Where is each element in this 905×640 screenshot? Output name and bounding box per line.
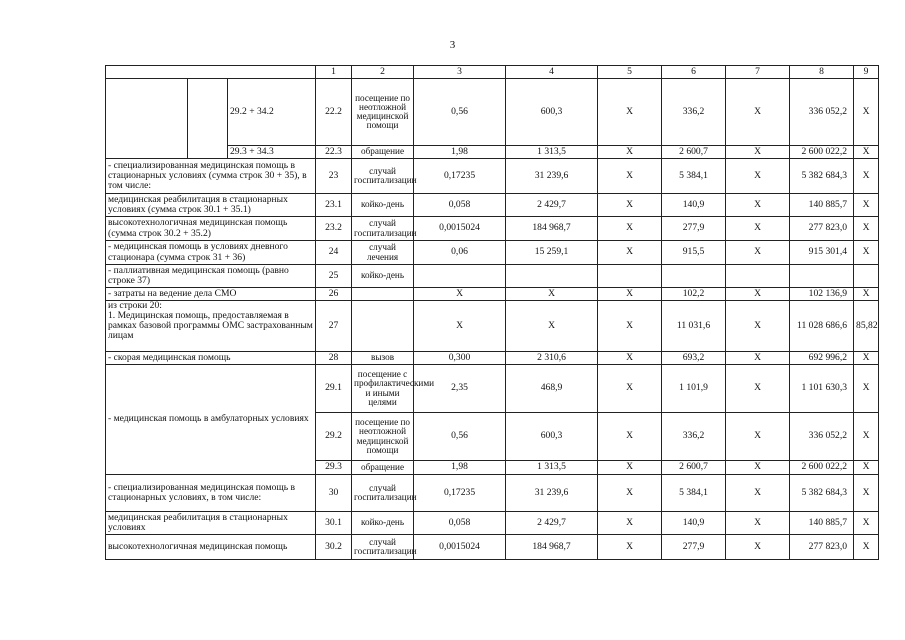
cell-c4: 2 310,6 [506, 352, 598, 365]
cell-c3: 0,300 [414, 352, 506, 365]
cell-c6: 11 031,6 [662, 301, 726, 352]
cell-c9: Х [854, 146, 879, 159]
cell-c6: 140,9 [662, 512, 726, 535]
row-unit: случай госпитализации [352, 159, 414, 194]
cell-c5: Х [598, 512, 662, 535]
cell-c5: Х [598, 288, 662, 301]
cell-c7: Х [726, 512, 790, 535]
cell-c9: Х [854, 512, 879, 535]
row-code: 27 [316, 301, 352, 352]
cell-c7: Х [726, 146, 790, 159]
table-row [106, 241, 879, 265]
cell-c9: Х [854, 461, 879, 475]
cell-c5: Х [598, 352, 662, 365]
table-row [106, 159, 879, 194]
row-code: 23.2 [316, 217, 352, 241]
cell-c8: 336 052,2 [790, 413, 854, 461]
cell-c8: 102 136,9 [790, 288, 854, 301]
cell-c9: Х [854, 535, 879, 560]
cell-c8: 277 823,0 [790, 535, 854, 560]
row-unit: случай госпитализации [352, 217, 414, 241]
cell-c6: 140,9 [662, 194, 726, 217]
cell-c4: 600,3 [506, 79, 598, 146]
cell-c5: Х [598, 79, 662, 146]
cell-c7: Х [726, 352, 790, 365]
row-label: - специализированная медицинская помощь в стационарных условиях (сумма строк 30 + 35), в том числе: [106, 159, 316, 194]
cell-c3: 0,56 [414, 79, 506, 146]
cell-c7: Х [726, 475, 790, 512]
row-label: медицинская реабилитация в стационарных условиях [106, 512, 316, 535]
cell-c9: Х [854, 413, 879, 461]
header-cell: 4 [506, 66, 598, 79]
row-code: 23 [316, 159, 352, 194]
table-row [106, 475, 879, 512]
row-unit: посещение по неотложной медицинской помощи [352, 79, 414, 146]
cell-c9: 85,82 [854, 301, 879, 352]
cell-c3: 0,56 [414, 413, 506, 461]
cell-c4: 31 239,6 [506, 475, 598, 512]
cell-c4: 2 429,7 [506, 512, 598, 535]
row-label: из строки 20: 1. Медицинская помощь, предоставляемая в рамках базовой программы ОМС застрахованным лицам [106, 301, 316, 352]
cell-c6: 915,5 [662, 241, 726, 265]
cell-c9: Х [854, 241, 879, 265]
row-label: - скорая медицинская помощь [106, 352, 316, 365]
cell-c7: Х [726, 241, 790, 265]
cell-c4: 15 259,1 [506, 241, 598, 265]
row-code: 24 [316, 241, 352, 265]
cell-c5: Х [598, 194, 662, 217]
cell-c6: 5 384,1 [662, 159, 726, 194]
row-unit: койко-день [352, 194, 414, 217]
table-row [106, 288, 879, 301]
cell-c3: 0,0015024 [414, 535, 506, 560]
cell-c5: Х [598, 475, 662, 512]
cell-c3: 1,98 [414, 146, 506, 159]
cell-c8: 692 996,2 [790, 352, 854, 365]
row-label: - паллиативная медицинская помощь (равно строке 37) [106, 265, 316, 288]
row-unit: койко-день [352, 265, 414, 288]
cell-c4: 184 968,7 [506, 217, 598, 241]
cell-c3: 2,35 [414, 365, 506, 413]
cell-c9: Х [854, 79, 879, 146]
cell-c6: 2 600,7 [662, 461, 726, 475]
cell-c5: Х [598, 241, 662, 265]
cell-c5: Х [598, 301, 662, 352]
row-label: - затраты на ведение дела СМО [106, 288, 316, 301]
cell-c5: Х [598, 461, 662, 475]
cell-c3: 1,98 [414, 461, 506, 475]
row-code: 29.2 [316, 413, 352, 461]
cell-c4: 31 239,6 [506, 159, 598, 194]
cell-c9: Х [854, 217, 879, 241]
table-row [106, 512, 879, 535]
row-label-empty [106, 79, 188, 159]
row-unit: случай госпитализации [352, 475, 414, 512]
row-code: 30 [316, 475, 352, 512]
cell-c8 [790, 265, 854, 288]
cell-c7: Х [726, 461, 790, 475]
cell-c4: 184 968,7 [506, 535, 598, 560]
cell-c6: 277,9 [662, 217, 726, 241]
cell-c8: 2 600 022,2 [790, 146, 854, 159]
row-unit: случай госпитализации [352, 535, 414, 560]
cell-c7: Х [726, 159, 790, 194]
header-cell: 6 [662, 66, 726, 79]
cell-c3: 0,058 [414, 194, 506, 217]
header-blank [106, 66, 316, 79]
row-unit [352, 301, 414, 352]
row-code: 22.2 [316, 79, 352, 146]
cell-c6: 693,2 [662, 352, 726, 365]
table-row [106, 265, 879, 288]
cell-c7: Х [726, 194, 790, 217]
row-code: 26 [316, 288, 352, 301]
row-code: 25 [316, 265, 352, 288]
table-row [106, 194, 879, 217]
cell-c5: Х [598, 365, 662, 413]
header-row [106, 66, 879, 79]
row-label: высокотехнологичная медицинская помощь [106, 535, 316, 560]
row-unit: обращение [352, 146, 414, 159]
cell-c4: 2 429,7 [506, 194, 598, 217]
cell-c5: Х [598, 217, 662, 241]
cell-c3: 0,17235 [414, 475, 506, 512]
header-cell: 7 [726, 66, 790, 79]
row-label-empty [188, 79, 228, 159]
cell-c3: Х [414, 288, 506, 301]
row-unit: койко-день [352, 512, 414, 535]
table-row [106, 365, 879, 413]
cell-c6: 102,2 [662, 288, 726, 301]
row-unit: вызов [352, 352, 414, 365]
header-cell: 5 [598, 66, 662, 79]
row-formula: 29.3 + 34.3 [228, 146, 316, 159]
cell-c5 [598, 265, 662, 288]
cell-c8: 5 382 684,3 [790, 475, 854, 512]
row-code: 29.3 [316, 461, 352, 475]
row-label: высокотехнологичная медицинская помощь (сумма строк 30.2 + 35.2) [106, 217, 316, 241]
table-row [106, 301, 879, 352]
cell-c5: Х [598, 159, 662, 194]
cell-c4: Х [506, 301, 598, 352]
cell-c8: 140 885,7 [790, 512, 854, 535]
page-number: 3 [449, 39, 456, 51]
cell-c6: 336,2 [662, 413, 726, 461]
cell-c7: Х [726, 365, 790, 413]
cell-c7 [726, 265, 790, 288]
cell-c8: 277 823,0 [790, 217, 854, 241]
row-code: 30.1 [316, 512, 352, 535]
cell-c6: 1 101,9 [662, 365, 726, 413]
cell-c7: Х [726, 301, 790, 352]
header-cell: 3 [414, 66, 506, 79]
row-unit: обращение [352, 461, 414, 475]
cell-c7: Х [726, 79, 790, 146]
cell-c9: Х [854, 475, 879, 512]
cell-c8: 1 101 630,3 [790, 365, 854, 413]
cell-c6: 2 600,7 [662, 146, 726, 159]
table-row [106, 217, 879, 241]
cell-c4: 600,3 [506, 413, 598, 461]
cell-c5: Х [598, 535, 662, 560]
cell-c9: Х [854, 288, 879, 301]
table-row [106, 535, 879, 560]
normative-table [105, 65, 879, 560]
cell-c7: Х [726, 535, 790, 560]
header-cell: 1 [316, 66, 352, 79]
cell-c6 [662, 265, 726, 288]
cell-c8: 140 885,7 [790, 194, 854, 217]
cell-c9: Х [854, 194, 879, 217]
cell-c9: Х [854, 352, 879, 365]
cell-c8: 915 301,4 [790, 241, 854, 265]
cell-c7: Х [726, 217, 790, 241]
cell-c8: 5 382 684,3 [790, 159, 854, 194]
cell-c8: 11 028 686,6 [790, 301, 854, 352]
cell-c9 [854, 265, 879, 288]
cell-c3: 0,17235 [414, 159, 506, 194]
cell-c3: 0,0015024 [414, 217, 506, 241]
cell-c3: 0,06 [414, 241, 506, 265]
row-code: 23.1 [316, 194, 352, 217]
header-cell: 2 [352, 66, 414, 79]
cell-c7: Х [726, 413, 790, 461]
cell-c9: Х [854, 365, 879, 413]
cell-c4 [506, 265, 598, 288]
cell-c5: Х [598, 413, 662, 461]
row-label: медицинская реабилитация в стационарных условиях (сумма строк 30.1 + 35.1) [106, 194, 316, 217]
cell-c7: Х [726, 288, 790, 301]
cell-c5: Х [598, 146, 662, 159]
cell-c8: 2 600 022,2 [790, 461, 854, 475]
table-row [106, 352, 879, 365]
row-code: 22.3 [316, 146, 352, 159]
row-label: - специализированная медицинская помощь в стационарных условиях, в том числе: [106, 475, 316, 512]
cell-c4: Х [506, 288, 598, 301]
table-row [106, 79, 879, 146]
cell-c4: 1 313,5 [506, 146, 598, 159]
row-unit: случай лечения [352, 241, 414, 265]
cell-c3: Х [414, 301, 506, 352]
row-code: 28 [316, 352, 352, 365]
header-cell: 8 [790, 66, 854, 79]
row-label: - медицинская помощь в амбулаторных условиях [106, 365, 316, 475]
cell-c6: 277,9 [662, 535, 726, 560]
row-unit [352, 288, 414, 301]
row-unit: посещение с профилактическими и иными целями [352, 365, 414, 413]
row-code: 29.1 [316, 365, 352, 413]
row-label: - медицинская помощь в условиях дневного стационара (сумма строк 31 + 36) [106, 241, 316, 265]
row-unit: посещение по неотложной медицинской помощи [352, 413, 414, 461]
cell-c4: 1 313,5 [506, 461, 598, 475]
cell-c6: 336,2 [662, 79, 726, 146]
row-formula: 29.2 + 34.2 [228, 79, 316, 146]
cell-c8: 336 052,2 [790, 79, 854, 146]
cell-c9: Х [854, 159, 879, 194]
header-cell: 9 [854, 66, 879, 79]
cell-c6: 5 384,1 [662, 475, 726, 512]
cell-c4: 468,9 [506, 365, 598, 413]
cell-c3: 0,058 [414, 512, 506, 535]
cell-c3 [414, 265, 506, 288]
row-code: 30.2 [316, 535, 352, 560]
